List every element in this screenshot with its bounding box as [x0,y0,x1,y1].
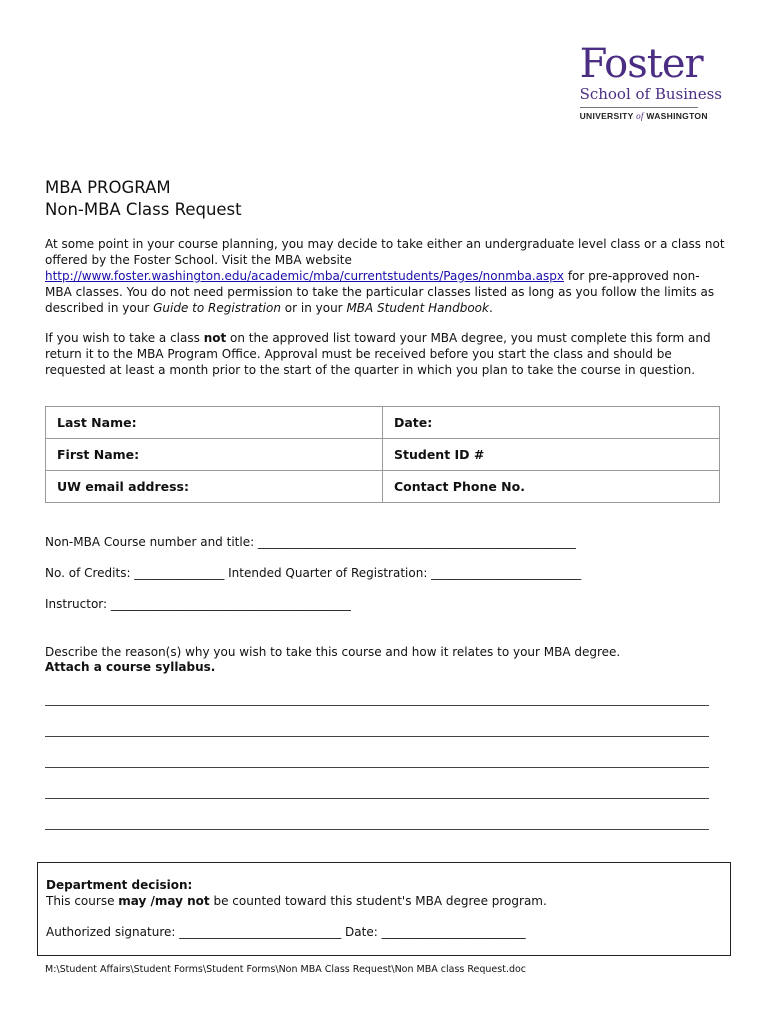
may-may-not-choice[interactable]: may /may not [118,894,210,908]
instructor-field[interactable]: Instructor: ________________________________________ [45,597,351,611]
decision-suffix: be counted toward this student's MBA degree program. [213,894,547,908]
approval-text: If you wish to take a class [45,331,200,345]
intro-or-text: or in your [284,301,343,315]
approval-text-continued: on the approved list toward your MBA degree, you must complete this form and return it to the MBA Program Office. Approval must be received before you start the class and should be requested at least a month prior to the start of the quarter in which you plan to take the course in question. [45,331,711,377]
guide-to-registration: Guide to Registration [153,301,281,315]
first-name-field[interactable]: First Name: [46,439,383,471]
logo-foster-text: Foster [579,41,703,87]
decision-statement [46,893,547,909]
reason-line-1[interactable] [45,705,709,706]
contact-phone-field[interactable]: Contact Phone No. [383,471,720,503]
intro-period: . [488,301,493,315]
intro-text: At some point in your course planning, you may decide to take either an undergraduate level class or a class not offered by the Foster School. Visit the MBA website [45,237,725,267]
table-row [46,407,720,439]
department-decision-box [37,862,731,956]
date-field[interactable]: Date: [383,407,720,439]
page-title [45,177,725,221]
logo-university-text [580,111,722,121]
intro-text-continued: for pre-approved non-MBA classes. You do not need permission to take the particular classes listed as long as you follow the limits as described in your [45,269,715,315]
reason-line-4[interactable] [45,798,709,799]
form-title: Non-MBA Class Request [45,200,242,219]
reason-line-5[interactable] [45,829,709,830]
credits-quarter-field[interactable]: No. of Credits: _______________ Intended Quarter of Registration: _________________________ [45,566,582,580]
approval-not-bold: not [203,331,227,345]
reason-line-2[interactable] [45,736,709,737]
logo-school-text: School of Business [579,85,722,103]
program-heading: MBA PROGRAM [45,178,171,197]
table-row [46,439,720,471]
mba-student-handbook: MBA Student Handbook [346,301,489,315]
logo-uw-prefix: UNIVERSITY [579,111,634,121]
foster-logo [579,41,722,121]
decision-text [46,877,547,909]
student-id-field[interactable]: Student ID # [383,439,720,471]
reason-prompt: Describe the reason(s) why you wish to take this course and how it relates to your MBA degree. [45,645,621,659]
logo-uw-of: of [636,111,644,121]
decision-heading: Department decision: [46,878,193,892]
student-info-table [45,406,720,503]
decision-prefix: This course [46,894,115,908]
mba-website-link[interactable]: http://www.foster.washington.edu/academic/mba/currentstudents/Pages/nonmba.aspx [45,269,564,283]
uw-email-field[interactable]: UW email address: [46,471,383,503]
table-row [46,471,720,503]
intro-paragraph [45,236,725,316]
last-name-field[interactable]: Last Name: [46,407,383,439]
authorized-signature-field[interactable]: Authorized signature: ___________________________ Date: ________________________ [46,925,526,939]
logo-uw-suffix: WASHINGTON [646,111,708,121]
logo-divider [580,107,698,108]
attach-syllabus-note: Attach a course syllabus. [45,660,216,674]
course-number-title-field[interactable]: Non-MBA Course number and title: _____________________________________________________ [45,535,576,549]
reason-line-3[interactable] [45,767,709,768]
approval-paragraph [45,330,725,378]
file-path-footer: M:\Student Affairs\Student Forms\Student Forms\Non MBA Class Request\Non MBA class Request.doc [45,964,527,975]
